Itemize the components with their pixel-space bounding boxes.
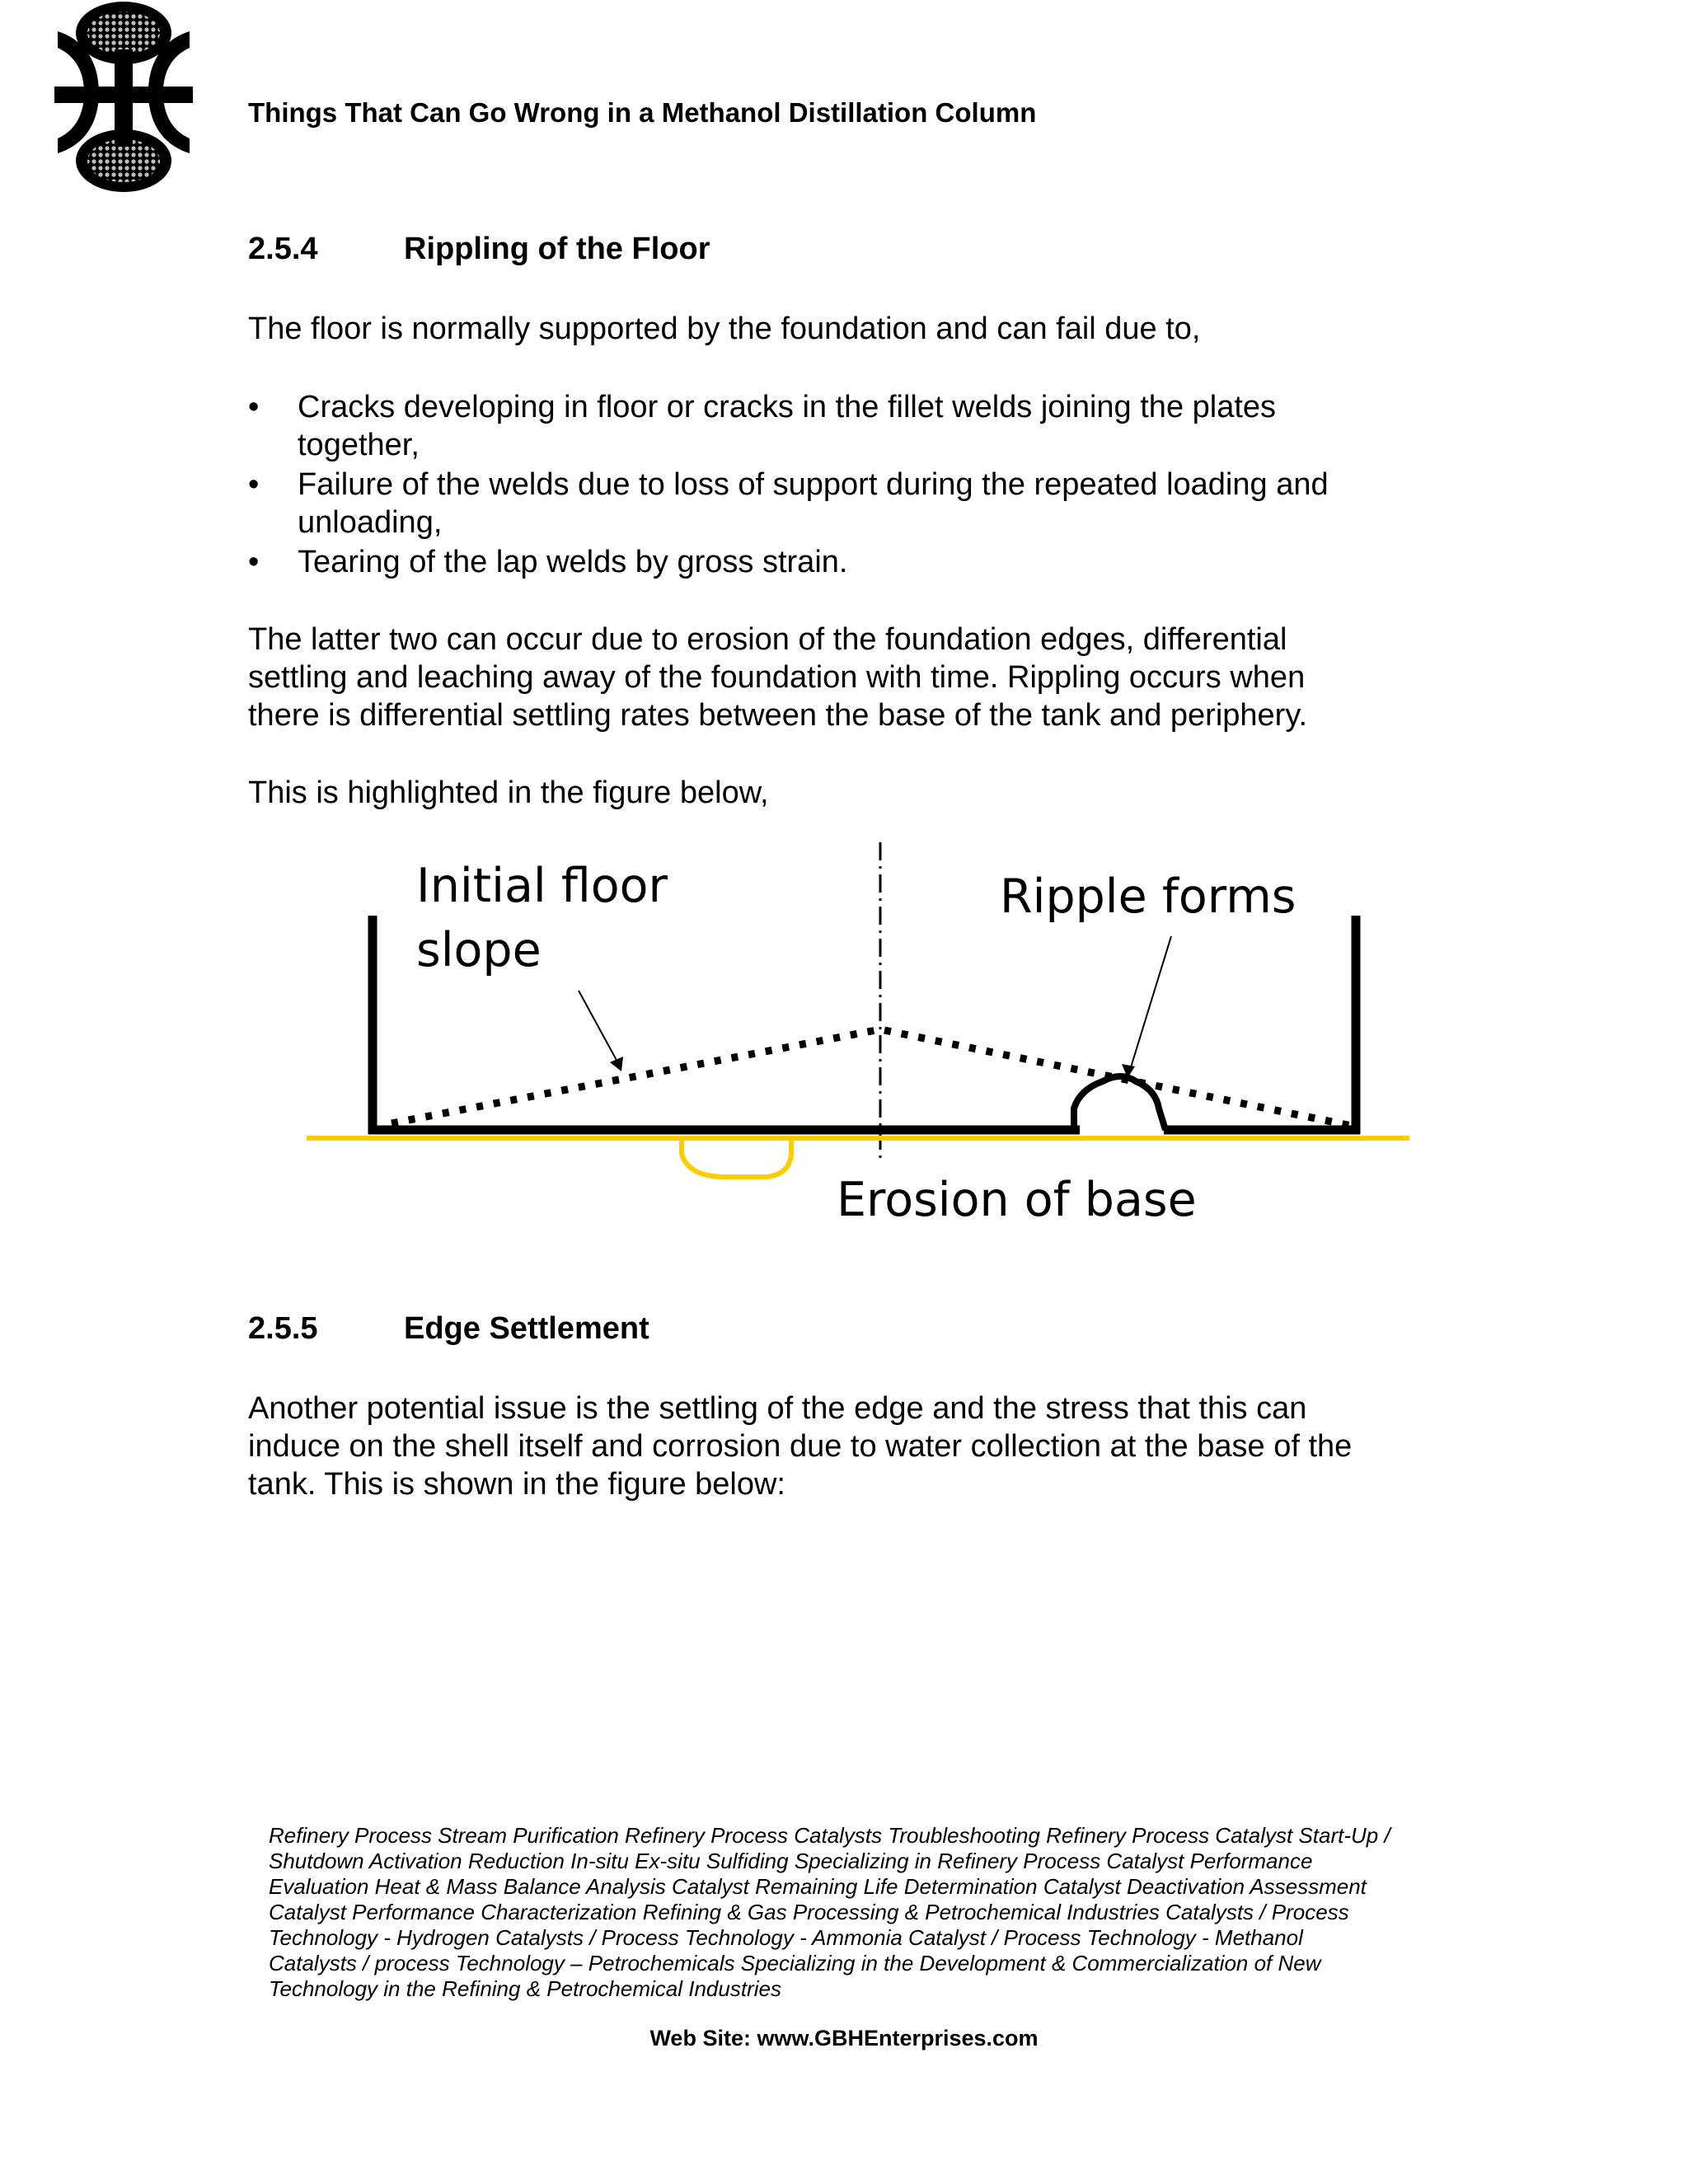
bullet-marker: • — [248, 545, 260, 579]
section-title: Edge Settlement — [404, 1311, 649, 1346]
paragraph-line: there is differential settling rates between the base of the tank and periphery. — [248, 698, 1308, 733]
bullet-item — [298, 466, 1329, 541]
label-initial-floor: Initial floor — [416, 859, 668, 913]
paragraph-line: Another potential issue is the settling of the edge and the stress that this can — [248, 1391, 1307, 1426]
pointer-arrow — [1131, 936, 1171, 1067]
figure-intro-text: This is highlighted in the figure below, — [248, 776, 769, 810]
bullet-line: Failure of the welds due to loss of support during the repeated loading and — [298, 467, 1329, 502]
footer-line: Shutdown Activation Reduction In-situ Ex-situ Sulfiding Specializing in Refinery Process Catalyst Performance — [269, 1849, 1313, 1873]
bullet-line: Tearing of the lap welds by gross strain. — [298, 545, 848, 579]
footer-line: Technology - Hydrogen Catalysts / Process Technology - Ammonia Catalyst / Process Technology - Methanol — [269, 1925, 1303, 1950]
paragraph-line: The latter two can occur due to erosion of the foundation edges, differential — [248, 622, 1287, 657]
bullet-marker: • — [248, 390, 260, 424]
pointer-arrow — [579, 991, 618, 1063]
intro-text: The floor is normally supported by the foundation and can fail due to, — [248, 312, 1201, 346]
initial-floor-slope — [392, 1029, 1352, 1126]
footer-services-text — [269, 1823, 1390, 2002]
paragraph-line: induce on the shell itself and corrosion due to water collection at the base of the — [248, 1429, 1353, 1464]
floor-ripple-figure — [297, 832, 1426, 1236]
footer-line: Catalysts / process Technology – Petrochemicals Specializing in the Development & Commercialization of New — [269, 1951, 1321, 1975]
label-erosion-of-base: Erosion of base — [837, 1173, 1197, 1227]
company-logo-icon — [51, 0, 199, 198]
label-ripple-forms: Ripple forms — [1000, 869, 1296, 924]
section-number: 2.5.5 — [248, 1311, 318, 1346]
document-header-title: Things That Can Go Wrong in a Methanol Distillation Column — [248, 97, 1037, 128]
footer-line: Technology in the Refining & Petrochemical Industries — [269, 1976, 781, 2001]
figure-intro-paragraph — [248, 774, 769, 812]
intro-paragraph — [248, 310, 1201, 348]
footer-website: Web Site: www.GBHEnterprises.com — [649, 2026, 1039, 2050]
footer-line: Refinery Process Stream Purification Refinery Process Catalysts Troubleshooting Refinery Process Catalyst Start-Up / — [269, 1823, 1390, 1848]
ripple-bump — [1074, 1076, 1165, 1130]
bullet-line: unloading, — [298, 505, 443, 540]
bullet-line: Cracks developing in floor or cracks in the fillet welds joining the plates — [298, 390, 1277, 424]
label-slope: slope — [416, 923, 542, 977]
section-title: Rippling of the Floor — [404, 232, 710, 266]
paragraph-line: tank. This is shown in the figure below: — [248, 1467, 785, 1502]
bullet-item — [298, 388, 1276, 464]
paragraph-line: settling and leaching away of the foundation with time. Rippling occurs when — [248, 660, 1306, 695]
footer-line: Evaluation Heat & Mass Balance Analysis Catalyst Remaining Life Determination Catalyst Deactivation Assessment — [269, 1874, 1367, 1899]
erosion-pocket — [682, 1138, 791, 1177]
section-number: 2.5.4 — [248, 232, 318, 266]
body-paragraph — [248, 621, 1307, 734]
bullet-item — [298, 543, 847, 581]
bullet-marker: • — [248, 467, 260, 502]
body-paragraph — [248, 1390, 1352, 1503]
footer-line: Catalyst Performance Characterization Refining & Gas Processing & Petrochemical Industries Catalysts / Process — [269, 1900, 1349, 1924]
bullet-line: together, — [298, 428, 420, 462]
